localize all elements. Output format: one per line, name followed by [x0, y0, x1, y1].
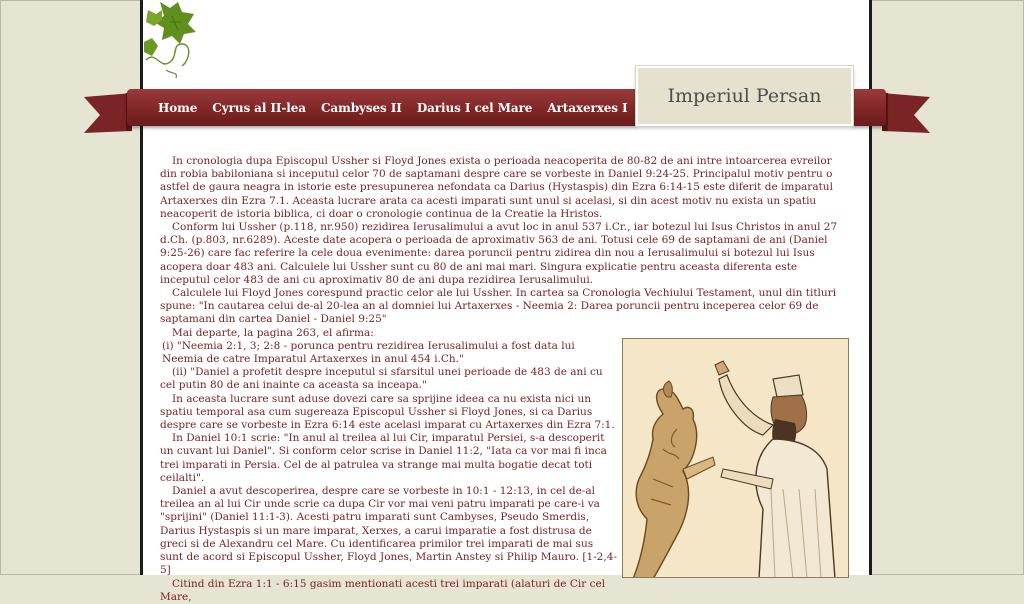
nav-darius-link[interactable]: Darius I cel Mare	[416, 100, 533, 115]
paragraph: In cronologia dupa Episcopul Ussher si Floyd Jones exista o perioada neacoperita de 80-82 de ani intre intoarcerea evreilor din robia babiloniana si inceputul celor 70 de saptamani despre care se vorbeste in Daniel 9:24-25. Principalul motiv pentru o astfel de gaura neagra in istorie este presupunerea nefondata ca Darius (Hystaspis) din Ezra 6:14-15 este diferit de imparatul Artaxerxes din Ezra 7.1. Aceasta lucrare arata ca acesti imparati sunt unul si acelasi, si din acest motiv nu exista un spatiu neacoperit de istoria biblica, ci doar o cronologie continua de la Creatie la Hristos.	[160, 155, 833, 220]
grape-vine-icon	[142, 0, 204, 80]
ribbon-tail-left	[84, 93, 132, 139]
site-title: Imperiul Persan	[667, 85, 822, 107]
site-title-box	[636, 66, 853, 126]
paragraph: Mai departe, la pagina 263, el afirma:	[172, 326, 374, 339]
nav-cambyses-link[interactable]: Cambyses II	[320, 100, 402, 115]
nav-artaxerxes-link[interactable]: Artaxerxes I	[547, 100, 628, 115]
paragraph: (ii) "Daniel a profetit despre inceputul si sfarsitul unei perioade de 483 de ani cu cel putin 80 de ani inainte ca aceasta sa inceapa."	[160, 366, 603, 392]
paragraph: Conform lui Ussher (p.118, nr.950) rezidirea Ierusalimului a avut loc in anul 537 i.Cr., iar botezul lui Isus Christos in anul 27 d.Ch. (p.803, nr.6289). Aceste date acopera o perioada de aproximativ 563 de ani. Totusi cele 69 de saptamani de ani (Daniel 9:25-26) care fac referire la cele doua evenimente: darea poruncii pentru zidirea din nou a Ierusalimului si botezul lui Isus acopera doar 483 ani. Calculele lui Ussher sunt cu 80 de ani mai mari. Singura explicatie pentru aceasta diferenta este inceputul celor 483 de ani cu aproximativ 80 de ani dupa rezidirea Ierusalimului.	[160, 221, 838, 286]
paragraph: Daniel a avut descoperirea, despre care se vorbeste in 10:1 - 12:13, in cel de-al treilea an al lui Cir unde scrie ca dupa Cir vor mai veni patru imparati pe care-i va "sprijini" (Daniel 11:1-3). Acesti patru imparati sunt Cambyses, Pseudo Smerdis, Darius Hystaspis si un mare imparat, Xerxes, a carui imparatie a fost distrusa de greci si de Alexandru cel Mare. Cu identificarea primilor trei imparati de mai sus sunt de acord si Episcopul Ussher, Floyd Jones, Martin Anstey si Philip Mauro. [1-2,4-5]	[160, 485, 617, 577]
nav-cyrus-link[interactable]: Cyrus al II-lea	[212, 100, 306, 115]
paragraph: In Daniel 10:1 scrie: "In anul al treilea al lui Cir, imparatul Persiei, s-a descoperit un cuvant lui Daniel". Si conform celor scrise in Daniel 11:2, "Iata ca vor mai fi inca trei imparati in Persia. Cel de al patrulea va strange mai multa bogatie decat toti ceilalti".	[160, 432, 607, 484]
paragraph: (i) "Neemia 2:1, 3; 2:8 - porunca pentru rezidirea Ierusalimului a fost data lui Neemia de catre Imparatul Artaxerxes in anul 454 i.Ch."	[162, 339, 575, 366]
ribbon-right-segment	[852, 89, 886, 126]
main-navigation	[127, 89, 637, 126]
persian-relief-image	[622, 338, 849, 578]
nav-home-link[interactable]: Home	[158, 100, 198, 115]
paragraph: Calculele lui Floyd Jones corespund practic celor ale lui Ussher. In cartea sa Cronologia Vechiului Testament, unul din titluri spune: "In cautarea celui de-al 20-lea an al domniei lui Artaxerxes - Neemia 2: Darea poruncii pentru inceperea celor 69 de saptamani din cartea Daniel - Daniel 9:25"	[160, 287, 837, 326]
ribbon-tail-right	[882, 93, 930, 139]
paragraph: In aceasta lucrare sunt aduse dovezi care sa sprijine ideea ca nu exista nici un spatiu temporal asa cum sugereaza Episcopul Ussher si Floyd Jones, si ca Darius despre care se vorbeste in Ezra 6:14 este acelasi imparat cu Artaxerxes din Ezra 7:1.	[160, 392, 615, 432]
paragraph: Citind din Ezra 1:1 - 6:15 gasim mentionati acesti trei imparati (alaturi de Cir cel Mare,	[160, 577, 606, 603]
